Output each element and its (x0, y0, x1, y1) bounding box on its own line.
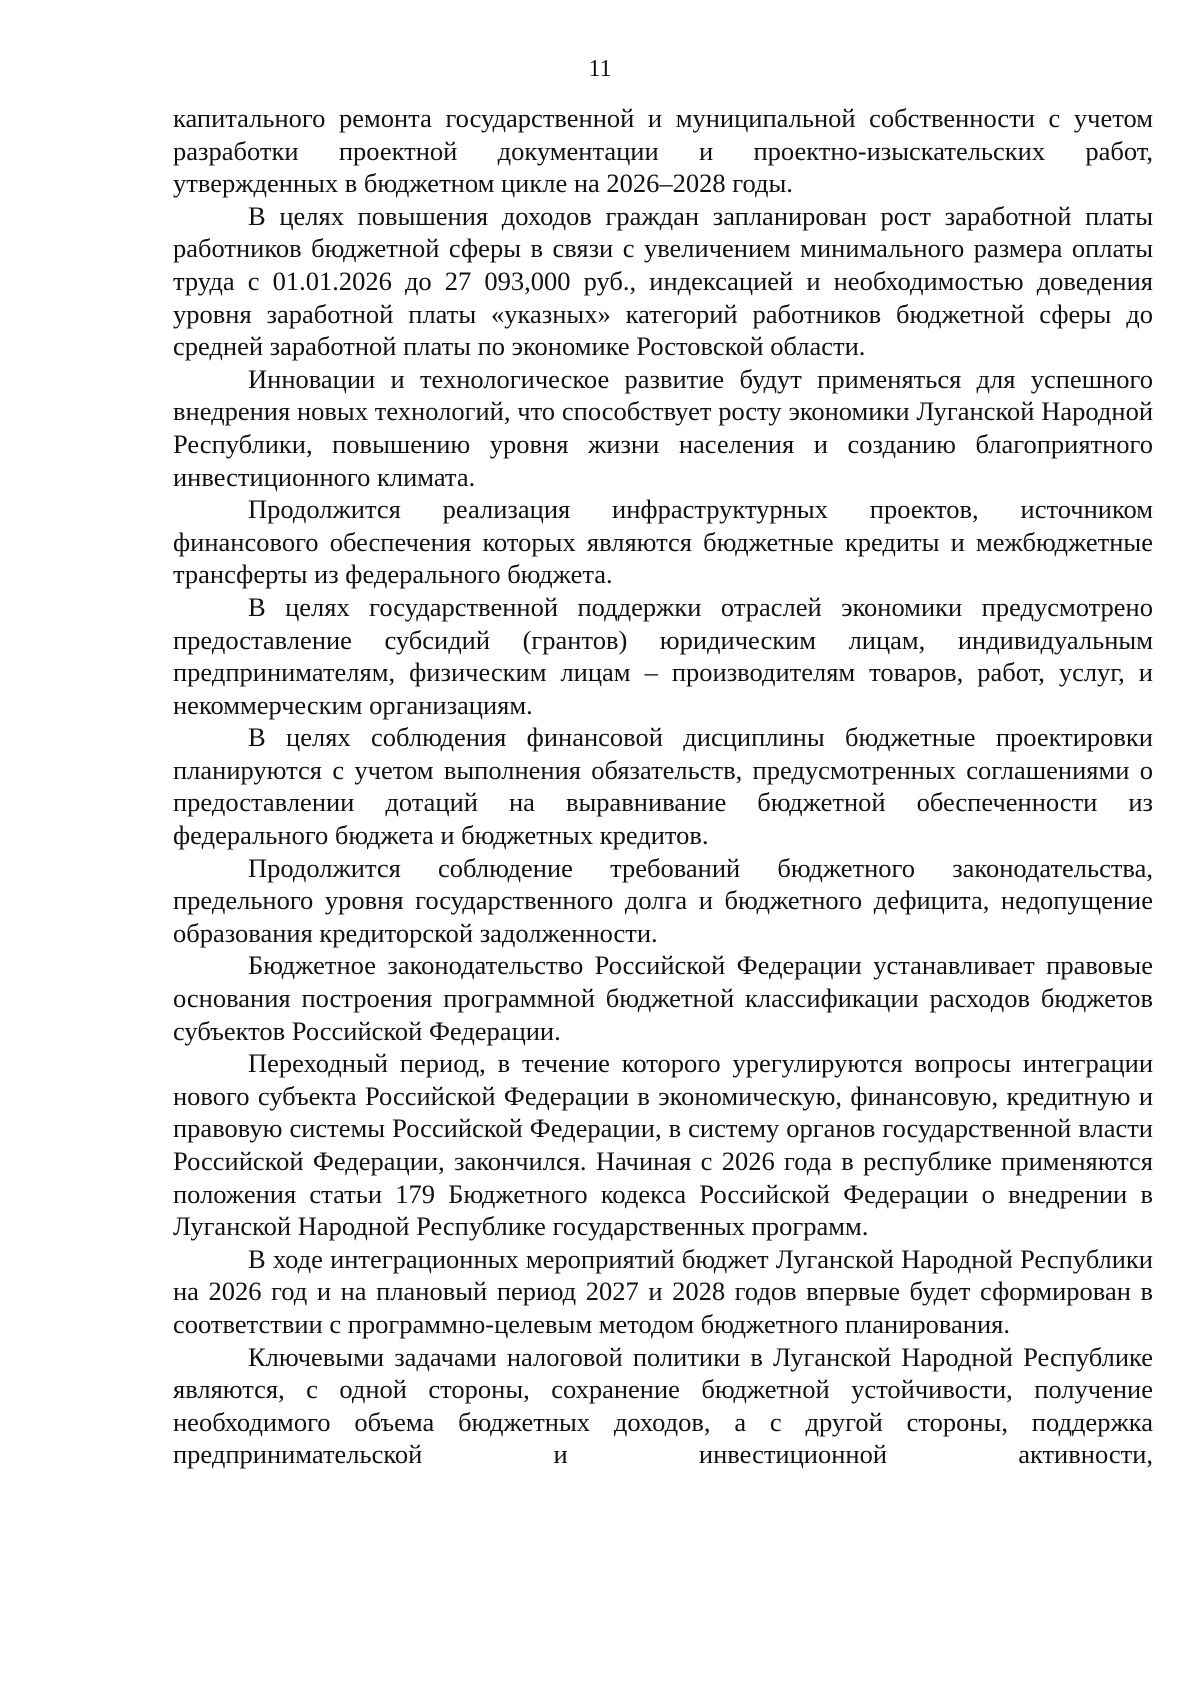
paragraph-innovation: Инновации и технологическое развитие будут применяться для успешного внедрения новых технологий, что способствует росту экономики Луганской Народной Республики, повышению уровня жизни населения и созданию благоприятного инвестиционного климата. (173, 363, 1153, 492)
paragraph-budget-classification: Бюджетное законодательство Российской Федерации устанавливает правовые основания построения программной бюджетной классификации расходов бюджетов субъектов Российской Федерации. (173, 950, 1153, 1046)
paragraph-state-support: В целях государственной поддержки отраслей экономики предусмотрено предоставление субсидий (грантов) юридическим лицам, индивидуальным предпринимателям, физическим лицам – производителям товаров, работ, услуг, и некоммерческим организациям. (173, 591, 1153, 720)
paragraph-legislation-compliance: Продолжится соблюдение требований бюджетного законодательства, предельного уровня государственного долга и бюджетного дефицита, недопущение образования кредиторской задолженности. (173, 852, 1153, 948)
paragraph-transition-period: Переходный период, в течение которого урегулируются вопросы интеграции нового субъекта Российской Федерации в экономическую, финансовую, кредитную и правовую системы Российской Федерации, в систему органов государственной власти Российской Федерации, закончился. Начиная с 2026 года в республике применяются положения статьи 179 Бюджетного кодекса Российской Федерации о внедрении в Луганской Народной Республике государственных программ. (173, 1048, 1153, 1242)
paragraph-program-budgeting: В ходе интеграционных мероприятий бюджет Луганской Народной Республики на 2026 год и на плановый период 2027 и 2028 годов впервые будет сформирован в соответствии с программно-целевым методом бюджетного планирования. (173, 1243, 1153, 1339)
paragraph-infrastructure: Продолжится реализация инфраструктурных проектов, источником финансового обеспечения которых являются бюджетные кредиты и межбюджетные трансферты из федерального бюджета. (173, 494, 1153, 590)
paragraph-wages: В целях повышения доходов граждан запланирован рост заработной платы работников бюджетной сферы в связи с увеличением минимального размера оплаты труда с 01.01.2026 до 27 093,000 руб., индексацией и необходимостью доведения уровня заработной платы «указных» категорий работников бюджетной сферы до средней заработной платы по экономике Ростовской области. (173, 200, 1153, 362)
paragraph-tax-policy: Ключевыми задачами налоговой политики в Луганской Народной Республике являются, с одной стороны, сохранение бюджетной устойчивости, получение необходимого объема бюджетных доходов, а с другой стороны, поддержка предпринимательской и инвестиционной активности, (173, 1341, 1153, 1470)
paragraph-financial-discipline: В целях соблюдения финансовой дисциплины бюджетные проектировки планируются с учетом выполнения обязательств, предусмотренных соглашениями о предоставлении дотаций на выравнивание бюджетной обеспеченности из федерального бюджета и бюджетных кредитов. (173, 722, 1153, 851)
page-number: 11 (588, 56, 612, 82)
document-body (173, 102, 1153, 1471)
paragraph-continuation: капитального ремонта государственной и муниципальной собственности с учетом разработки проектной документации и проектно-изыскательских работ, утвержденных в бюджетном цикле на 2026–2028 годы. (173, 103, 1153, 199)
